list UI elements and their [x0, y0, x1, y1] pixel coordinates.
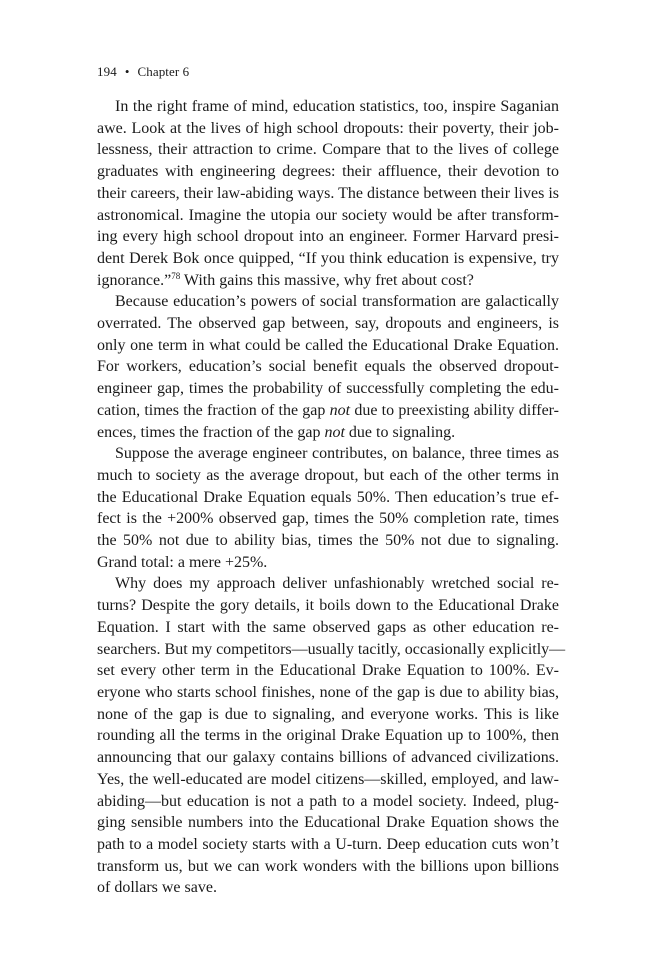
emphasis: not — [324, 423, 345, 441]
paragraph — [97, 96, 559, 291]
text-line: of dollars we save. — [97, 879, 217, 897]
text-line: Grand total: a mere +25%. — [97, 553, 268, 571]
header-separator: • — [124, 64, 130, 79]
text-line: their careers, their law-abiding ways. The distance between their lives is — [97, 184, 559, 202]
text-line: awe. Look at the lives of high school dropouts: their poverty, their job- — [97, 119, 559, 137]
text-line: searchers. But my competitors—usually tacitly, occasionally explicitly— — [97, 640, 566, 658]
footnote-reference: 78 — [171, 270, 181, 281]
text-line: Why does my approach deliver unfashionably wretched social re- — [115, 575, 559, 593]
text-line: fect is the +200% observed gap, times the 50% completion rate, times — [97, 510, 559, 528]
text-line: abiding—but education is not a path to a model society. Indeed, plug- — [97, 792, 559, 810]
text-segment: due to preexisting ability differ- — [350, 401, 560, 419]
text-line: only one term in what could be called the Educational Drake Equation. — [97, 336, 559, 354]
text-line: none of the gap is due to signaling, and everyone works. This is like — [97, 705, 559, 723]
paragraph — [97, 443, 559, 573]
text-line: the 50% not due to ability bias, times the 50% not due to signaling. — [97, 532, 559, 550]
text-line: In the right frame of mind, education statistics, too, inspire Saganian — [115, 98, 559, 115]
text-segment: cation, times the fraction of the gap — [97, 401, 330, 419]
paragraph — [97, 291, 559, 443]
text-line — [97, 270, 559, 292]
body-text — [97, 96, 566, 899]
text-line: rounding all the terms in the original Drake Equation up to 100%, then — [97, 727, 559, 745]
text-line: transform us, but we can work wonders with the billions upon billions — [97, 857, 559, 875]
text-line: ing every high school dropout into an engineer. Former Harvard presi- — [97, 228, 559, 246]
text-line: ging sensible numbers into the Educational Drake Equation shows the — [97, 814, 559, 832]
text-line: overrated. The observed gap between, say, dropouts and engineers, is — [97, 315, 559, 333]
text-line: Equation. I start with the same observed gaps as other education re- — [97, 618, 559, 636]
text-line: Because education’s powers of social transformation are galactically — [115, 293, 559, 311]
book-page — [97, 62, 566, 899]
text-line: For workers, education’s social benefit equals the observed dropout- — [97, 358, 559, 376]
emphasis: not — [329, 401, 351, 419]
text-line: the Educational Drake Equation equals 50%. Then education’s true ef- — [97, 488, 559, 506]
chapter-label: Chapter 6 — [137, 64, 190, 79]
text-line: engineer gap, times the probability of successfully completing the edu- — [97, 380, 559, 398]
paragraph — [97, 573, 566, 899]
text-line: turns? Despite the gory details, it boils down to the Educational Drake — [97, 597, 559, 615]
text-line: Yes, the well-educated are model citizens—skilled, employed, and law- — [97, 770, 559, 788]
text-segment: due to signaling. — [344, 423, 456, 441]
text-line: astronomical. Imagine the utopia our society would be after transform- — [97, 206, 559, 224]
text-segment: ignorance.” — [97, 271, 172, 289]
page-number: 194 — [97, 64, 117, 79]
text-line: path to a model society starts with a U-turn. Deep education cuts won’t — [97, 835, 559, 853]
text-segment: With gains this massive, why fret about cost? — [180, 271, 474, 289]
text-line: eryone who starts school finishes, none of the gap is due to ability bias, — [97, 683, 559, 701]
text-line: graduates with engineering degrees: their affluence, their devotion to — [97, 163, 559, 181]
text-line: Suppose the average engineer contributes, on balance, three times as — [115, 445, 559, 463]
text-segment: ences, times the fraction of the gap — [97, 423, 325, 441]
text-line: lessness, their attraction to crime. Compare that to the lives of college — [97, 141, 559, 159]
text-line: dent Derek Bok once quipped, “If you think education is expensive, try — [97, 249, 559, 267]
text-line: set every other term in the Educational Drake Equation to 100%. Ev- — [97, 662, 559, 680]
text-line — [97, 422, 559, 444]
text-line — [97, 400, 559, 422]
running-head — [97, 62, 559, 82]
text-line: much to society as the average dropout, but each of the other terms in — [97, 466, 559, 484]
text-line: announcing that our galaxy contains billions of advanced civilizations. — [97, 749, 559, 767]
